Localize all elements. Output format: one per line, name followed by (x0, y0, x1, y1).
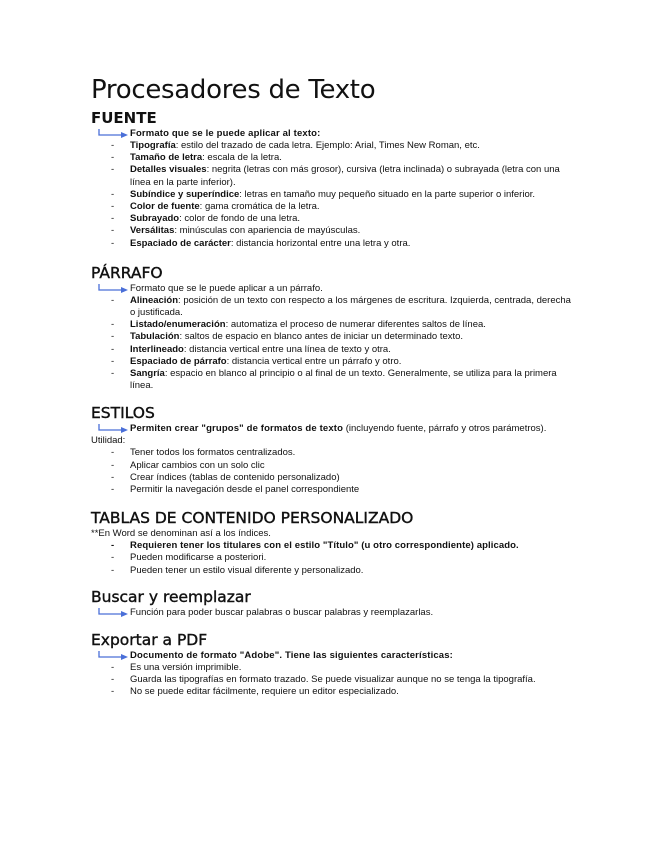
arrow-note-text: Formato que se le puede aplicar al texto: (130, 128, 321, 139)
arrow-note-text: Documento de formato "Adobe". Tiene las siguientes características: (130, 649, 453, 661)
arrow-note (91, 128, 571, 140)
section-pdf (91, 630, 571, 699)
list-item: - Requieren tener los titulares con el estilo "Título" (u otro correspondiente) aplicado. (91, 540, 571, 552)
list-item: - Subrayado: color de fondo de una letra. (91, 213, 571, 225)
list-item: - Espaciado de párrafo: distancia vertical entre un párrafo y otro. (91, 356, 571, 368)
tablas-list (91, 540, 571, 577)
arrow-icon (97, 128, 129, 140)
arrow-icon (97, 650, 129, 662)
section-estilos (91, 403, 571, 496)
list-item: - Listado/enumeración: automatiza el proceso de numerar diferentes saltos de línea. (91, 319, 571, 331)
list-item: - Guarda las tipografías en formato trazado. Se puede visualizar aunque no se tenga la tipografía. (91, 674, 571, 686)
tablas-note: **En Word se denominan así a los índices. (91, 528, 271, 540)
estilos-list (91, 447, 571, 496)
list-item: - Es una versión imprimible. (91, 662, 571, 674)
list-item: - Subíndice y superíndice: letras en tamaño muy pequeño situado en la parte superior o inferior. (91, 189, 571, 201)
section-heading-parrafo: PÁRRAFO (91, 263, 163, 282)
document-title: Procesadores de Texto (91, 75, 376, 105)
fuente-list (91, 140, 571, 250)
list-item: - Tabulación: saltos de espacio en blanco antes de iniciar un determinado texto. (91, 331, 571, 343)
list-item: - Versálitas: minúsculas con apariencia de mayúsculas. (91, 225, 571, 237)
arrow-note (91, 283, 571, 295)
list-item: - Tener todos los formatos centralizados. (91, 447, 571, 459)
arrow-note (91, 607, 571, 619)
arrow-note-text: (incluyendo fuente, párrafo y otros parámetros). (343, 423, 547, 435)
section-heading-tablas: TABLAS DE CONTENIDO PERSONALIZADO (91, 509, 414, 528)
arrow-icon (97, 607, 129, 619)
section-parrafo (91, 263, 571, 393)
utilidad-label: Utilidad: (91, 435, 126, 447)
section-heading-fuente: FUENTE (91, 109, 157, 127)
list-item: - Pueden tener un estilo visual diferente y personalizado. (91, 565, 571, 577)
list-item: - Interlineado: distancia vertical entre una línea de texto y otra. (91, 344, 571, 356)
list-item: - Aplicar cambios con un solo clic (91, 460, 571, 472)
arrow-note-text: Función para poder buscar palabras o buscar palabras y reemplazarlas. (130, 606, 434, 618)
arrow-note (91, 650, 571, 662)
arrow-note-bold: Permiten crear "grupos" de formatos de texto (130, 423, 344, 435)
list-item: - Permitir la navegación desde el panel correspondiente (91, 484, 571, 496)
list-item: - No se puede editar fácilmente, requiere un editor especializado. (91, 686, 571, 698)
list-item: - Espaciado de carácter: distancia horizontal entre una letra y otra. (91, 238, 571, 250)
list-item: - Tipografía: estilo del trazado de cada letra. Ejemplo: Arial, Times New Roman, etc. (91, 140, 571, 152)
section-heading-pdf: Exportar a PDF (91, 630, 208, 649)
arrow-icon (97, 283, 129, 295)
arrow-note-text: Formato que se le puede aplicar a un párrafo. (130, 282, 323, 294)
section-tablas (91, 508, 571, 577)
list-item: - Alineación: posición de un texto con respecto a los márgenes de escritura. Izquierda, centrada, derecha o justificada. (91, 295, 571, 319)
arrow-icon (97, 423, 129, 435)
section-heading-buscar: Buscar y reemplazar (91, 587, 251, 606)
pdf-list (91, 662, 571, 699)
document-page (91, 74, 571, 698)
section-buscar (91, 587, 571, 619)
list-item: - Pueden modificarse a posteriori. (91, 552, 571, 564)
list-item: - Detalles visuales: negrita (letras con más grosor), cursiva (letra inclinada) o subrayada (letra con una línea en la parte inferior). (91, 164, 571, 188)
parrafo-list (91, 295, 571, 393)
list-item: - Sangría: espacio en blanco al principio o al final de un texto. Generalmente, se utiliza para la primera línea. (91, 368, 571, 392)
list-item: - Color de fuente: gama cromática de la letra. (91, 201, 571, 213)
section-fuente (91, 109, 571, 250)
section-heading-estilos: ESTILOS (91, 404, 155, 423)
arrow-note (91, 423, 571, 435)
list-item: - Tamaño de letra: escala de la letra. (91, 152, 571, 164)
list-item: - Crear índices (tablas de contenido personalizado) (91, 472, 571, 484)
